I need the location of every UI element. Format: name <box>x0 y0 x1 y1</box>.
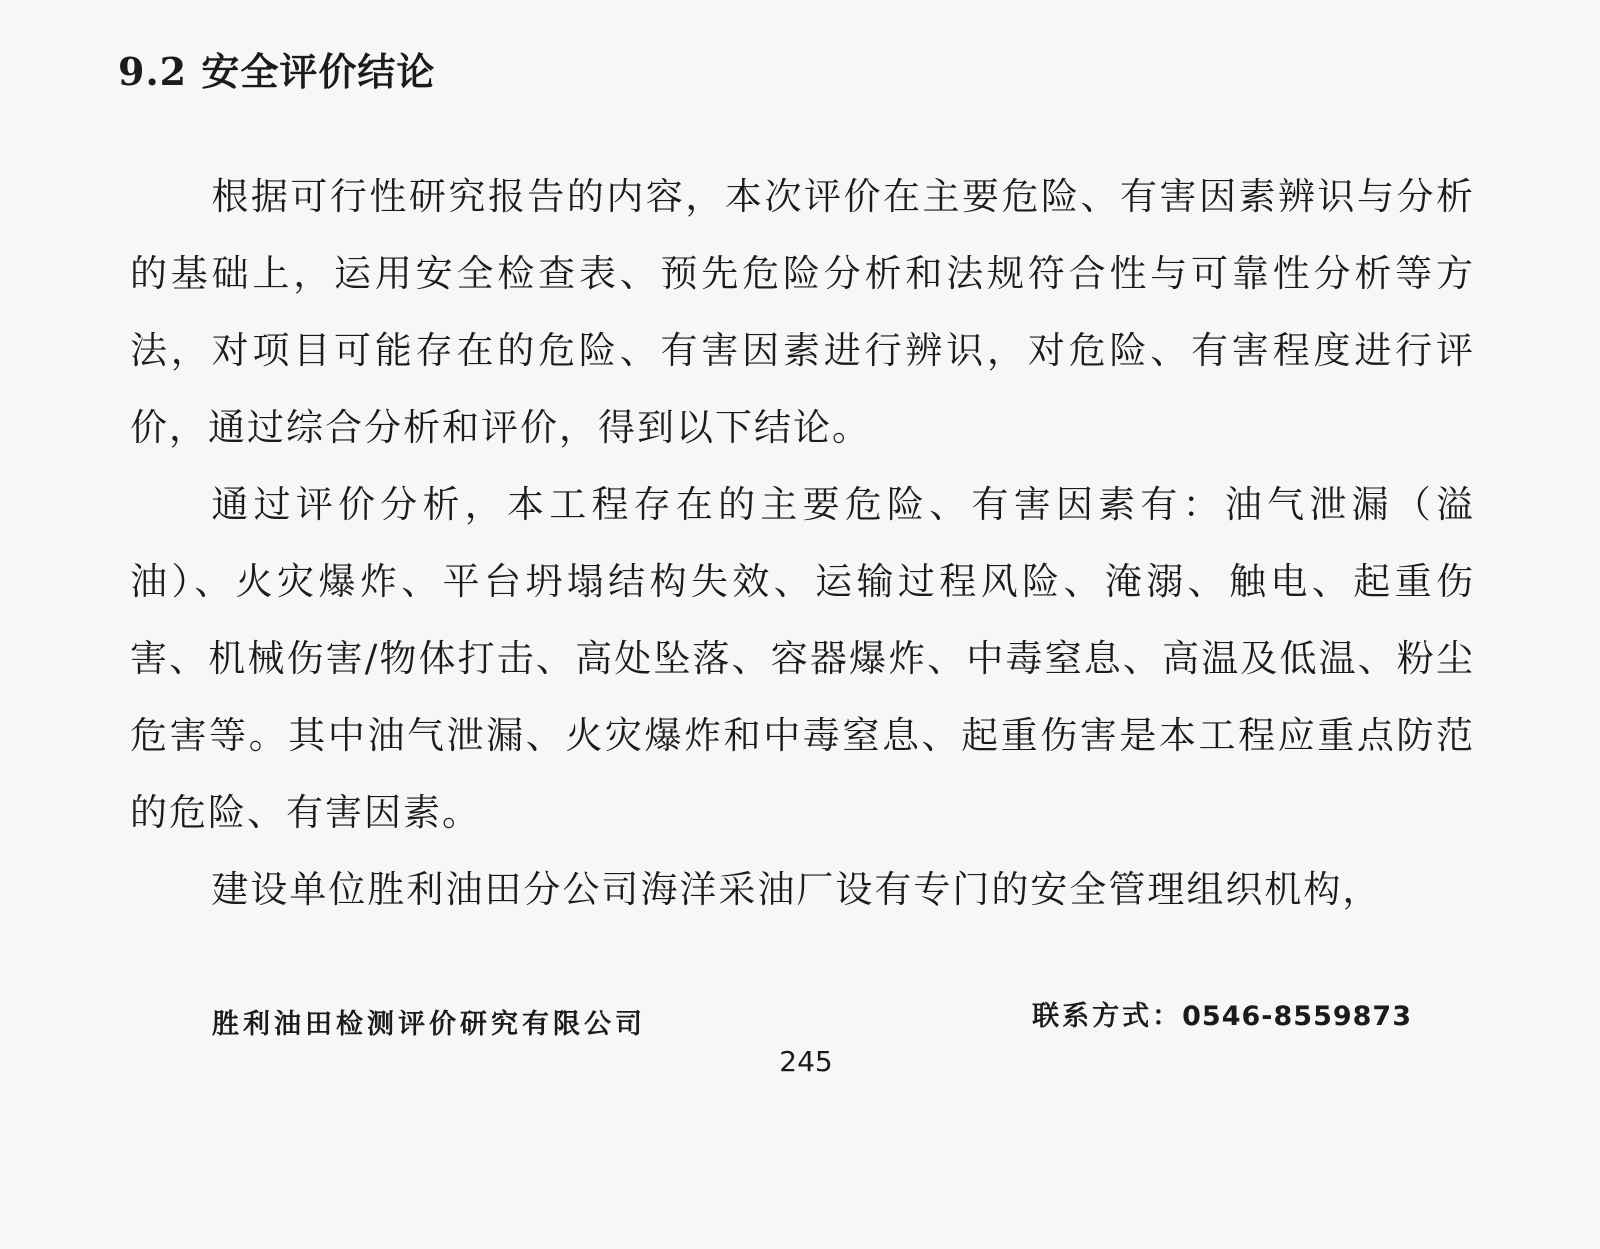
paragraph: 根据可行性研究报告的内容，本次评价在主要危险、有害因素辨识与分析的基础上，运用安全检查表、预先危险分析和法规符合性与可靠性分析等方法，对项目可能存在的危险、有害因素进行辨识，对危险、有害程度进行评价，通过综合分析和评价，得到以下结论。 <box>130 175 1475 449</box>
contact-label: 联系方式： <box>1032 1001 1183 1032</box>
footer-contact <box>1032 997 1412 1037</box>
section-heading: 9.2 安全评价结论 <box>118 49 436 94</box>
paragraph: 建设单位胜利油田分公司海洋采油厂设有专门的安全管理组织机构， <box>211 868 1382 911</box>
paragraph: 通过评价分析，本工程存在的主要危险、有害因素有：油气泄漏（溢油）、火灾爆炸、平台坍塌结构失效、运输过程风险、淹溺、触电、起重伤害、机械伤害/物体打击、高处坠落、容器爆炸、中毒窒息、高温及低温、粉尘危害等。其中油气泄漏、火灾爆炸和中毒窒息、起重伤害是本工程应重点防范的危险、有害因素。 <box>130 483 1475 834</box>
footer-company: 胜利油田检测评价研究有限公司 <box>212 1009 646 1040</box>
contact-phone: 0546-8559873 <box>1182 1001 1412 1032</box>
body-text <box>130 158 1475 928</box>
page-number: 245 <box>779 1045 833 1078</box>
